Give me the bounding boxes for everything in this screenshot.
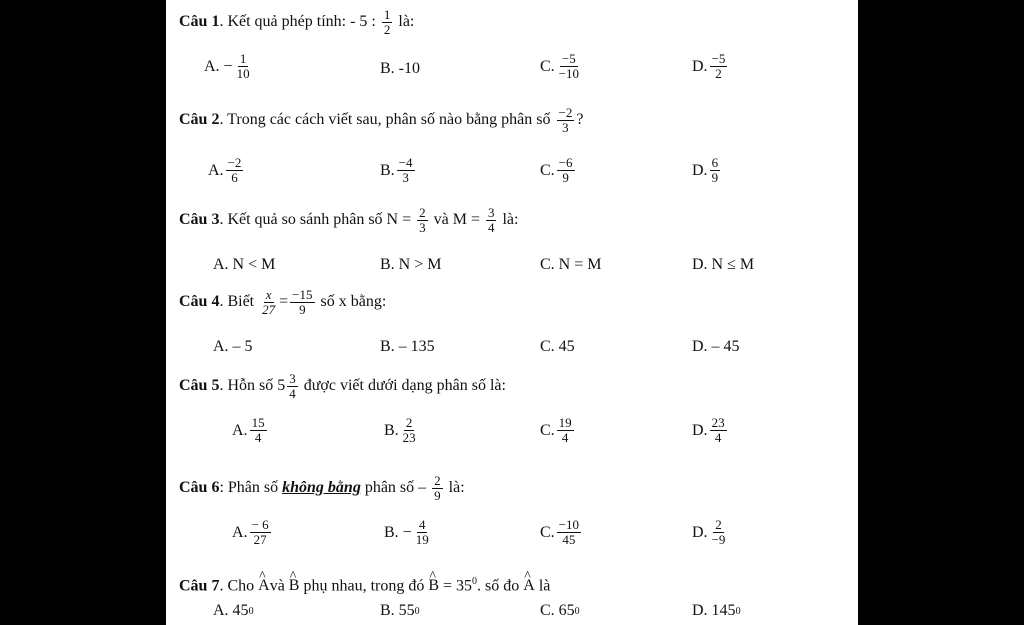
q3-option-b[interactable] <box>380 256 441 274</box>
question-1 <box>179 8 414 37</box>
question-1-fraction <box>382 8 393 37</box>
question-2-label: Câu 2 <box>179 111 220 129</box>
frac-den: 27 <box>262 302 276 317</box>
option-text: C. 45 <box>540 338 575 355</box>
option-fraction <box>710 518 728 547</box>
option-fraction <box>710 416 727 445</box>
q3-option-a[interactable] <box>213 256 275 274</box>
question-6-text2: phân số – <box>360 479 427 497</box>
option-text: B. N > M <box>380 256 442 273</box>
option-fraction <box>397 156 415 185</box>
question-3-label: Câu 3 <box>179 211 220 229</box>
option-text: C. 65 <box>540 602 575 619</box>
question-4-fraction <box>290 288 314 317</box>
frac-den: 9 <box>434 488 441 503</box>
frac-den: 6 <box>231 170 238 185</box>
question-2 <box>179 106 583 135</box>
option-prefix: B. <box>380 161 395 179</box>
frac-num: 1 <box>383 7 391 22</box>
exam-page <box>166 0 858 625</box>
q5-option-b[interactable] <box>384 416 420 445</box>
frac-den: 3 <box>402 170 409 185</box>
option-prefix: C. <box>540 161 555 179</box>
q4-option-d[interactable] <box>692 338 740 356</box>
frac-num: − 6 <box>251 517 269 532</box>
q1-option-d[interactable] <box>692 52 729 81</box>
frac-den: 2 <box>715 66 722 81</box>
option-prefix: A. <box>208 161 224 179</box>
question-2-text: . Trong các cách viết sau, phân số nào bằng phân số <box>219 111 551 129</box>
question-3-fraction-m <box>486 206 497 235</box>
degree-mark: 0 <box>248 605 254 617</box>
question-3-tail: là: <box>498 211 519 229</box>
option-fraction <box>557 52 581 81</box>
q6-option-b[interactable] <box>384 518 433 547</box>
option-prefix: D. <box>692 421 708 439</box>
q4-option-b[interactable] <box>380 338 435 356</box>
option-prefix: C. <box>540 421 555 439</box>
frac-den: 9 <box>711 170 719 185</box>
frac-den: 10 <box>236 66 250 81</box>
frac-den: 23 <box>402 430 416 445</box>
degree-mark: 0 <box>574 605 580 617</box>
question-7 <box>179 572 550 596</box>
question-3-text: . Kết quả so sánh phân số N = <box>219 211 412 229</box>
option-text: B. 55 <box>380 602 415 619</box>
q5-option-c[interactable] <box>540 416 576 445</box>
option-prefix: A. <box>232 421 248 439</box>
question-1-tail: là: <box>394 13 415 31</box>
degree-mark: 0 <box>414 605 420 617</box>
question-4-label: Câu 4 <box>179 293 220 311</box>
option-fraction <box>250 416 267 445</box>
q6-option-a[interactable] <box>232 518 273 547</box>
degree-mark: 0 <box>472 576 478 587</box>
question-6-fraction <box>432 474 443 503</box>
q1-option-c[interactable] <box>540 52 583 81</box>
question-3-fraction-n <box>417 206 428 235</box>
frac-num: −5 <box>561 51 576 66</box>
q5-option-a[interactable] <box>232 416 269 445</box>
option-fraction <box>557 518 581 547</box>
frac-den: 3 <box>419 220 426 235</box>
option-text: D. N ≤ M <box>692 256 755 273</box>
frac-num: 2 <box>434 473 441 488</box>
q2-option-a[interactable] <box>208 156 245 185</box>
question-4 <box>179 288 386 317</box>
frac-num: 23 <box>711 415 725 430</box>
frac-den: −10 <box>558 66 580 81</box>
q4-option-c[interactable] <box>540 338 575 356</box>
degree-mark: 0 <box>735 605 741 617</box>
frac-den: 9 <box>299 302 306 317</box>
frac-den: −9 <box>711 532 726 547</box>
frac-num: x <box>265 287 272 302</box>
question-2-tail: ? <box>576 111 584 129</box>
option-prefix: B. − <box>384 523 412 541</box>
question-7-text5: . số đo <box>477 577 524 595</box>
angle-b-symbol: ^ B <box>289 576 300 596</box>
q7-option-c[interactable] <box>540 602 580 620</box>
question-6-tail: là: <box>444 479 465 497</box>
option-fraction <box>401 416 418 445</box>
option-text: D. 145 <box>692 602 736 619</box>
q7-option-b[interactable] <box>380 602 420 620</box>
frac-den: 45 <box>562 532 576 547</box>
option-fraction <box>557 416 574 445</box>
frac-den: 4 <box>254 430 262 445</box>
q7-option-a[interactable] <box>213 602 254 620</box>
question-3-mid: và M = <box>429 211 480 229</box>
option-text: A. – 5 <box>213 338 253 355</box>
frac-den: 2 <box>383 22 391 37</box>
frac-num: 4 <box>418 517 426 532</box>
option-prefix: B. <box>384 421 399 439</box>
option-fraction <box>710 52 728 81</box>
q2-option-b[interactable] <box>380 156 417 185</box>
frac-num: 1 <box>239 51 247 66</box>
question-7-text: . Cho <box>219 577 259 595</box>
frac-num: −2 <box>227 155 242 170</box>
q6-option-c[interactable] <box>540 518 583 547</box>
angle-a-symbol: ^ A <box>258 576 270 596</box>
frac-num: 6 <box>711 155 719 170</box>
q2-option-d[interactable] <box>692 156 722 185</box>
option-text: B. – 135 <box>380 338 435 355</box>
question-5-label: Câu 5 <box>179 377 220 395</box>
option-prefix: C. <box>540 57 555 75</box>
question-4-text: . Biết <box>219 293 255 311</box>
q2-option-c[interactable] <box>540 156 577 185</box>
question-7-text2: và <box>269 577 289 595</box>
option-text: C. N = M <box>540 256 602 273</box>
frac-den: 4 <box>487 220 495 235</box>
q3-option-c[interactable] <box>540 256 601 274</box>
angle-a-symbol: ^ A <box>523 576 535 596</box>
frac-den: 3 <box>562 120 569 135</box>
frac-den: 4 <box>714 430 722 445</box>
frac-num: −4 <box>398 155 413 170</box>
question-5-tail: được viết dưới dạng phân số là: <box>299 377 506 395</box>
option-fraction <box>226 156 244 185</box>
option-fraction <box>250 518 271 547</box>
question-4-tail: số x bằng: <box>316 293 387 311</box>
frac-num: 2 <box>419 205 426 220</box>
question-7-tail: là <box>534 577 551 595</box>
q1-option-a[interactable] <box>204 52 254 81</box>
q5-option-d[interactable] <box>692 416 729 445</box>
question-6-emphasis: không bằng <box>282 479 361 497</box>
question-5-text: . Hỗn số 5 <box>219 377 286 395</box>
frac-den: 4 <box>289 386 296 401</box>
option-prefix: C. <box>540 523 555 541</box>
frac-den: 9 <box>562 170 569 185</box>
frac-num: −6 <box>558 155 573 170</box>
q6-option-d[interactable] <box>692 518 729 547</box>
option-text: B. -10 <box>380 60 420 77</box>
question-5 <box>179 372 506 401</box>
question-1-text: . Kết quả phép tính: - 5 : <box>219 13 376 31</box>
option-prefix: D. <box>692 161 708 179</box>
q3-option-d[interactable] <box>692 256 754 274</box>
frac-num: 2 <box>405 415 413 430</box>
q1-option-b[interactable] <box>380 60 420 78</box>
option-text: A. 45 <box>213 602 249 619</box>
frac-num: 3 <box>487 205 495 220</box>
question-7-label: Câu 7 <box>179 577 220 595</box>
option-fraction <box>235 52 252 81</box>
option-fraction <box>414 518 431 547</box>
option-text: D. – 45 <box>692 338 740 355</box>
question-6 <box>179 474 465 503</box>
question-5-fraction <box>287 372 298 401</box>
question-7-text4: = 35 <box>439 577 473 595</box>
question-6-text: : Phân số <box>219 479 283 497</box>
frac-den: 27 <box>253 532 267 547</box>
q7-option-d[interactable] <box>692 602 741 620</box>
option-prefix: A. <box>232 523 248 541</box>
frac-num: −5 <box>711 51 726 66</box>
option-fraction <box>557 156 575 185</box>
question-1-label: Câu 1 <box>179 13 220 31</box>
question-6-label: Câu 6 <box>179 479 220 497</box>
option-prefix: D. <box>692 523 708 541</box>
frac-num: 15 <box>251 415 265 430</box>
option-prefix: A. − <box>204 57 233 75</box>
q4-option-a[interactable] <box>213 338 253 356</box>
question-7-text3: phụ nhau, trong đó <box>299 577 429 595</box>
option-fraction <box>710 156 721 185</box>
frac-den: 4 <box>561 430 569 445</box>
question-4-fraction-x <box>260 288 277 317</box>
question-3 <box>179 206 518 235</box>
question-2-fraction <box>557 106 575 135</box>
frac-num: −2 <box>558 105 573 120</box>
frac-num: 19 <box>558 415 572 430</box>
equals-sign: = <box>279 293 289 311</box>
frac-num: −10 <box>558 517 580 532</box>
frac-den: 19 <box>415 532 429 547</box>
option-prefix: D. <box>692 57 708 75</box>
frac-num: 2 <box>715 517 722 532</box>
option-text: A. N < M <box>213 256 276 273</box>
angle-b-symbol: ^ B <box>428 576 439 596</box>
frac-num: 3 <box>289 371 296 386</box>
frac-num: −15 <box>292 287 313 302</box>
